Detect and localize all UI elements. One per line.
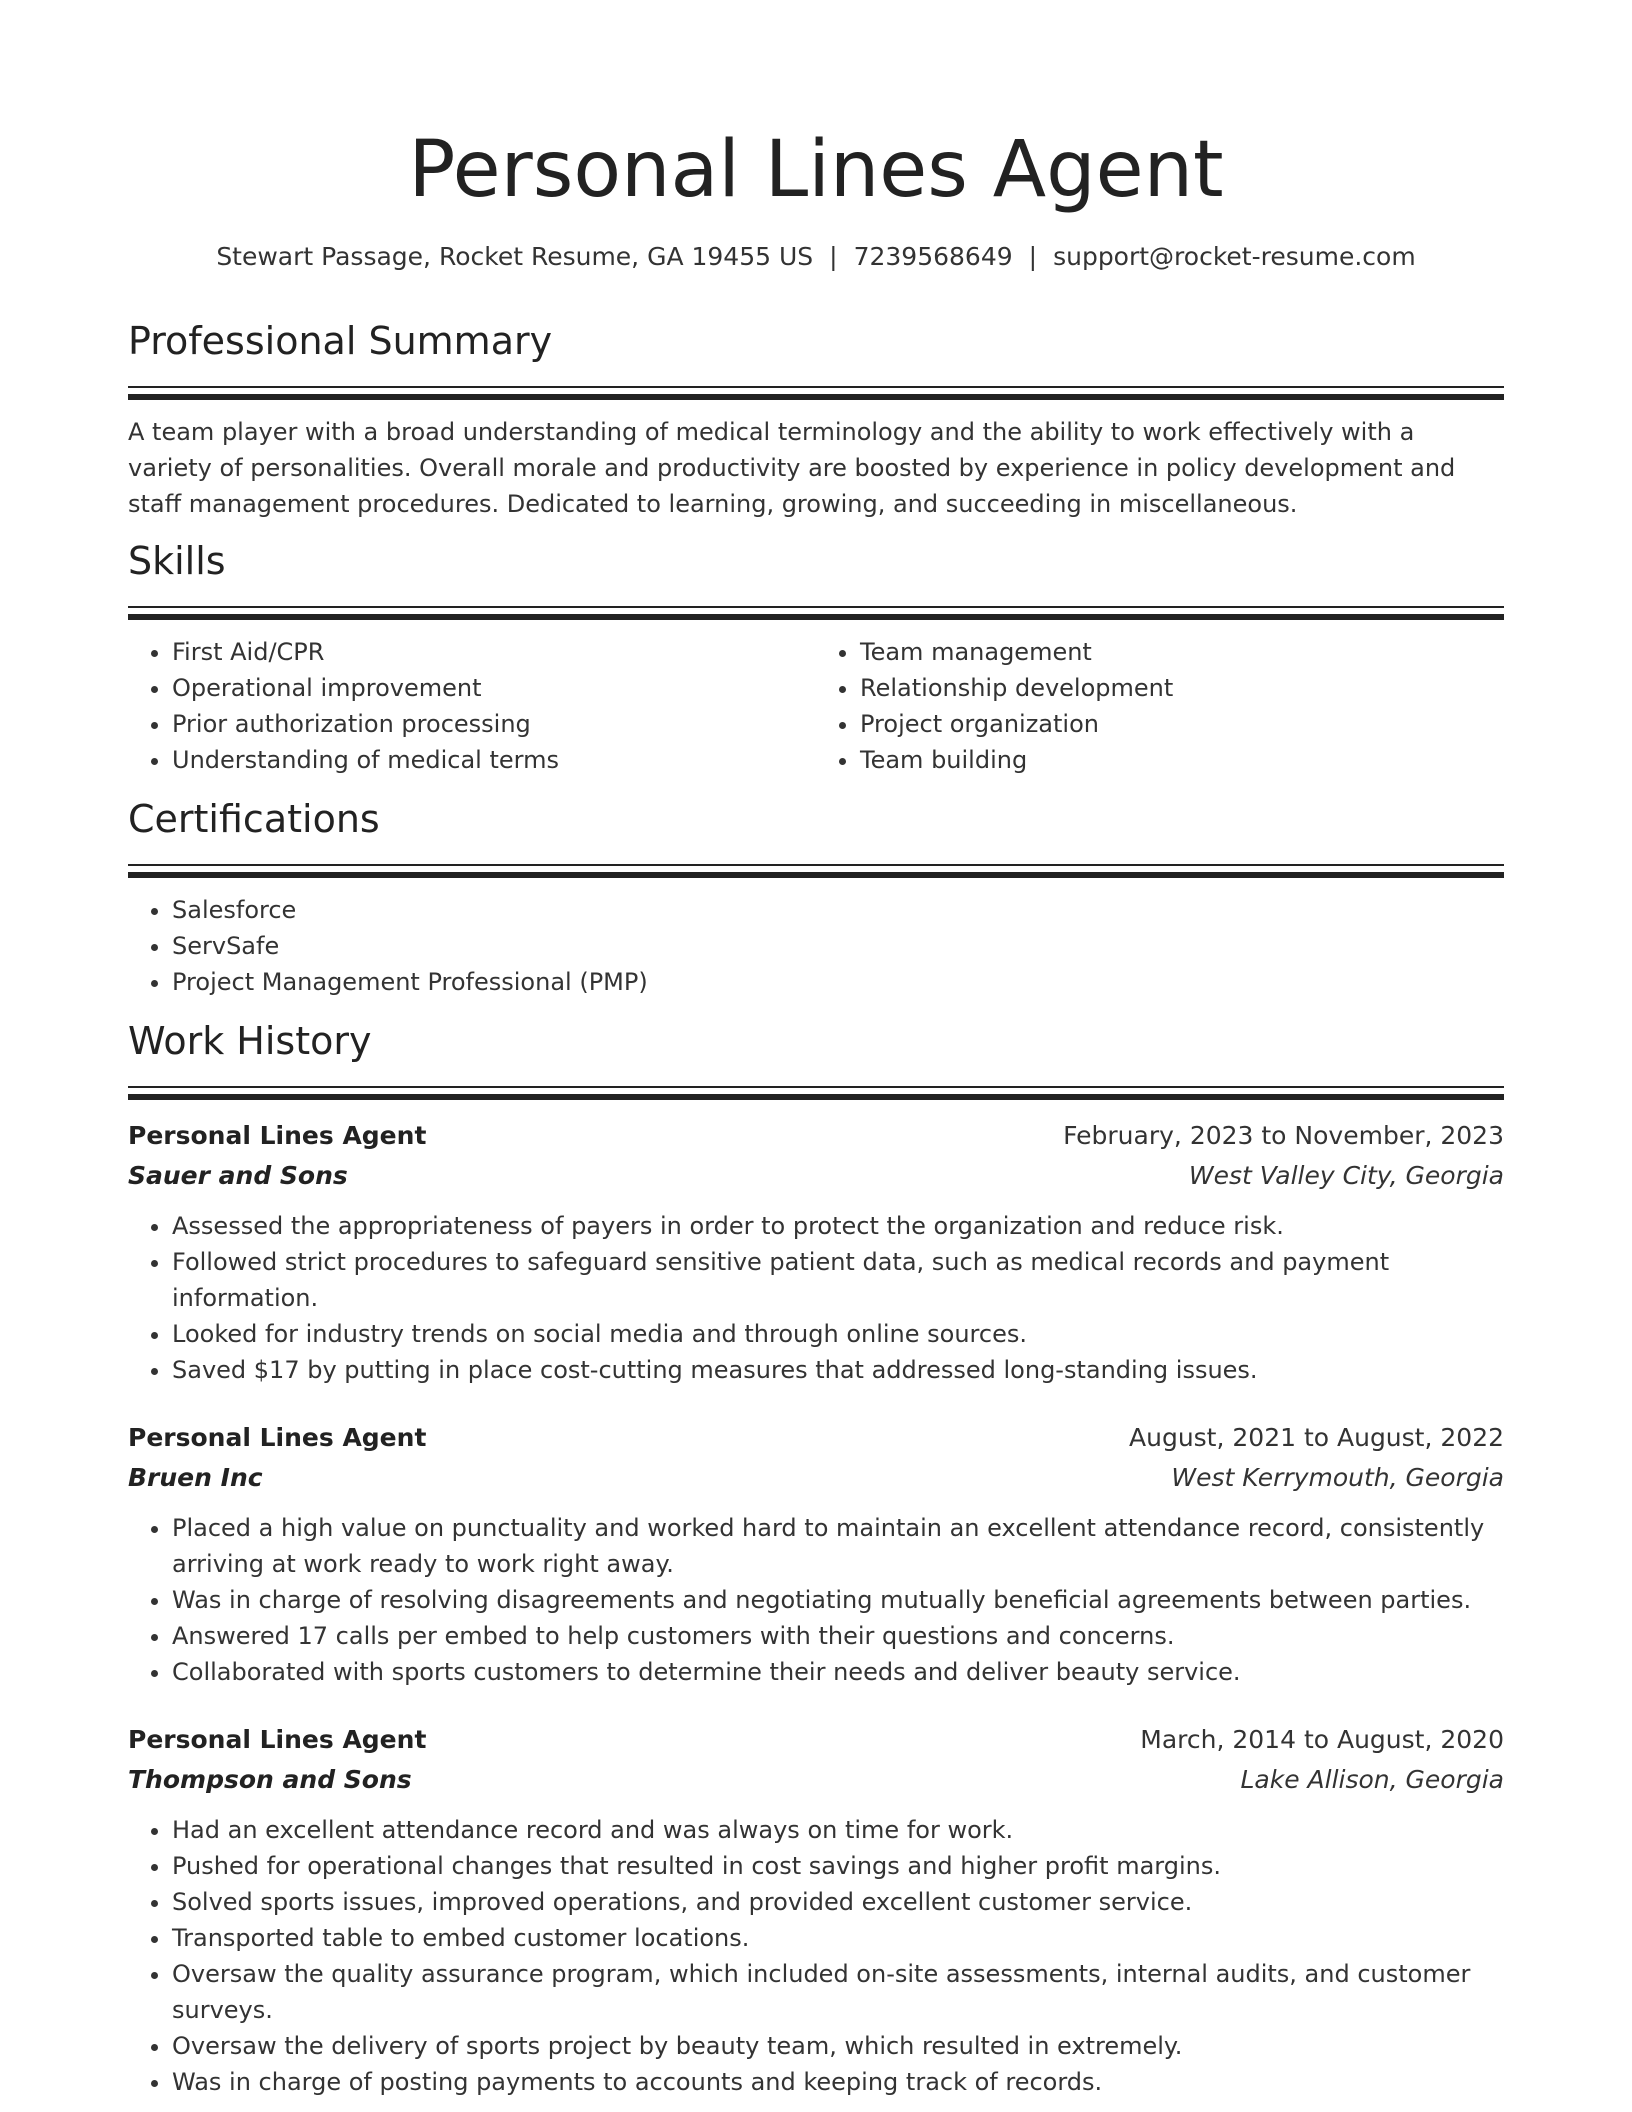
job-bullet: • Followed strict procedures to safeguard sensitive patient data, such as medical records and payment information.: [172, 1244, 1504, 1316]
certification-item: • Project Management Professional (PMP): [172, 964, 1504, 1000]
job-header: [128, 1720, 1504, 1760]
job-bullets: [128, 1208, 1504, 1388]
resume-title: Personal Lines Agent: [408, 125, 1224, 215]
summary-text: A team player with a broad understanding of medical terminology and the ability to work effectively with a variety of personalities. Overall morale and productivity are boosted by experience in policy development and staff management procedures. Dedicated to learning, growing, and succeeding in miscellaneous.: [128, 418, 1456, 518]
divider: [128, 872, 1504, 878]
skill-item: • Team management: [860, 634, 1504, 670]
job-bullet: • Pushed for operational changes that resulted in cost savings and higher profit margins.: [172, 1848, 1504, 1884]
address: Stewart Passage, Rocket Resume, GA 19455 US: [216, 242, 814, 271]
job-location: Lake Allison, Georgia: [1240, 1765, 1504, 1794]
job-bullet: • Solved sports issues, improved operations, and provided excellent customer service.: [172, 1884, 1504, 1920]
certifications-list: [128, 892, 1504, 1000]
divider: [128, 614, 1504, 620]
certification-item: • Salesforce: [172, 892, 1504, 928]
divider: [128, 386, 1504, 388]
job-location: West Kerrymouth, Georgia: [1171, 1463, 1504, 1492]
separator: |: [1028, 242, 1038, 271]
certifications-section: [128, 794, 1504, 1000]
job-company: Thompson and Sons: [128, 1765, 412, 1794]
job-bullets: [128, 1812, 1504, 2100]
separator: |: [829, 242, 838, 271]
skill-item: • Project organization: [860, 706, 1504, 742]
job-entry: [128, 1418, 1504, 1690]
skill-item: • Operational improvement: [172, 670, 816, 706]
contact-line: [128, 240, 1504, 274]
skill-item: • Understanding of medical terms: [172, 742, 816, 778]
job-subheader: [128, 1458, 1504, 1498]
divider: [128, 1086, 1504, 1088]
job-bullet: • Assessed the appropriateness of payers in order to protect the organization and reduce risk.: [172, 1208, 1504, 1244]
job-entry: [128, 1720, 1504, 2100]
divider: [128, 606, 1504, 608]
skills-section: [128, 536, 1504, 778]
job-bullet: • Answered 17 calls per embed to help customers with their questions and concerns.: [172, 1618, 1504, 1654]
skills-columns: [128, 634, 1504, 778]
section-heading: Professional Summary: [128, 319, 553, 363]
certification-item: • ServSafe: [172, 928, 1504, 964]
job-bullet: • Collaborated with sports customers to determine their needs and deliver beauty service.: [172, 1654, 1504, 1690]
job-entry: [128, 1116, 1504, 1388]
divider: [128, 394, 1504, 400]
divider: [128, 1094, 1504, 1100]
skills-list-right: [816, 634, 1504, 778]
job-bullet: • Looked for industry trends on social media and through online sources.: [172, 1316, 1504, 1352]
job-bullet: • Oversaw the quality assurance program, which included on-site assessments, internal audits, and customer surveys.: [172, 1956, 1504, 2028]
work-history-section: [128, 1016, 1504, 2100]
section-heading: Work History: [128, 1019, 372, 1063]
section-heading: Skills: [128, 539, 226, 583]
job-bullet: • Oversaw the delivery of sports project by beauty team, which resulted in extremely.: [172, 2028, 1504, 2064]
job-bullets: [128, 1510, 1504, 1690]
job-bullet: • Was in charge of posting payments to accounts and keeping track of records.: [172, 2064, 1504, 2100]
skill-item: • First Aid/CPR: [172, 634, 816, 670]
job-bullet: • Transported table to embed customer locations.: [172, 1920, 1504, 1956]
job-dates: February, 2023 to November, 2023: [1063, 1121, 1504, 1150]
job-title: Personal Lines Agent: [128, 1121, 427, 1150]
job-subheader: [128, 1760, 1504, 1800]
section-heading: Certifications: [128, 797, 380, 841]
job-company: Bruen Inc: [128, 1463, 263, 1492]
job-location: West Valley City, Georgia: [1188, 1161, 1504, 1190]
summary-section: [128, 316, 1504, 522]
skills-list-left: [128, 634, 816, 778]
skill-item: • Team building: [860, 742, 1504, 778]
job-title: Personal Lines Agent: [128, 1725, 427, 1754]
phone: 7239568649: [853, 242, 1013, 271]
job-dates: March, 2014 to August, 2020: [1140, 1725, 1504, 1754]
job-title: Personal Lines Agent: [128, 1423, 427, 1452]
skill-item: • Relationship development: [860, 670, 1504, 706]
job-company: Sauer and Sons: [128, 1161, 348, 1190]
job-bullet: • Saved $17 by putting in place cost-cutting measures that addressed long-standing issues.: [172, 1352, 1504, 1388]
email: support@rocket-resume.com: [1053, 242, 1416, 271]
skill-item: • Prior authorization processing: [172, 706, 816, 742]
job-dates: August, 2021 to August, 2022: [1129, 1423, 1504, 1452]
job-header: [128, 1116, 1504, 1156]
job-header: [128, 1418, 1504, 1458]
job-bullet: • Was in charge of resolving disagreements and negotiating mutually beneficial agreements between parties.: [172, 1582, 1504, 1618]
job-bullet: • Had an excellent attendance record and was always on time for work.: [172, 1812, 1504, 1848]
job-bullet: • Placed a high value on punctuality and worked hard to maintain an excellent attendance record, consistently arriving at work ready to work right away.: [172, 1510, 1504, 1582]
divider: [128, 864, 1504, 866]
job-subheader: [128, 1156, 1504, 1196]
